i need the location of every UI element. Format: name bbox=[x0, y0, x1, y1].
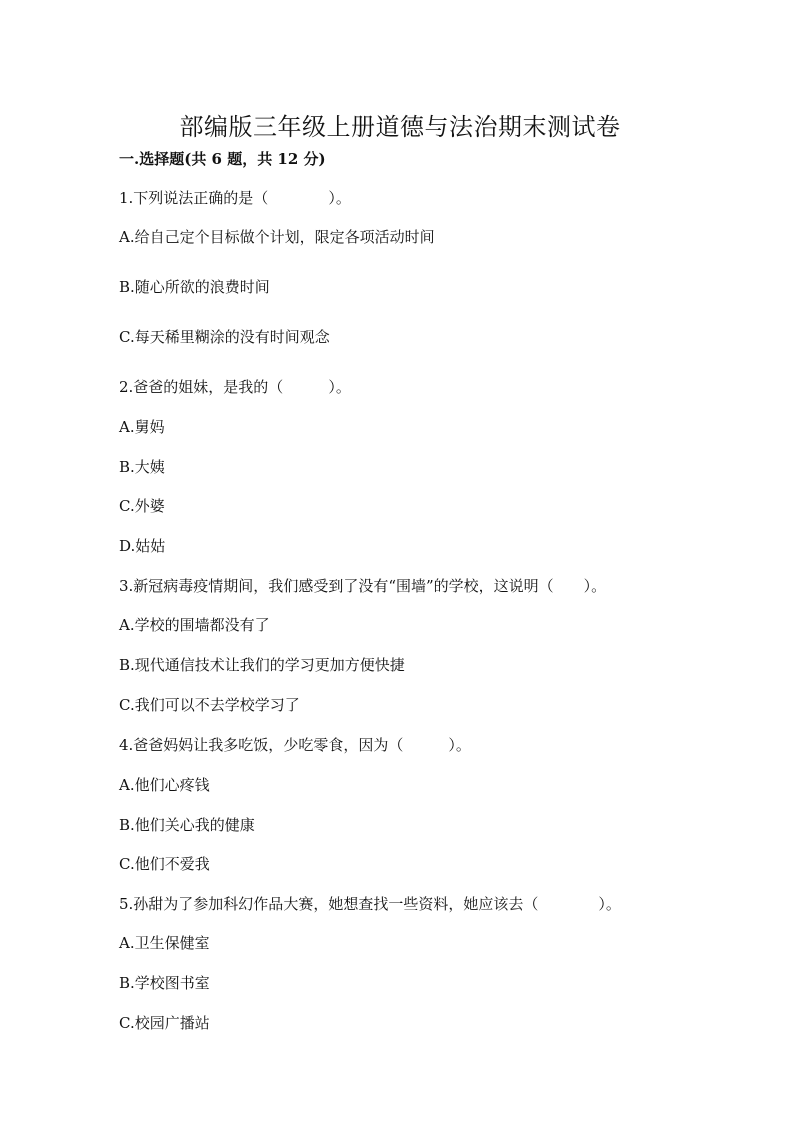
question-5-option-b: B.学校图书室 bbox=[119, 974, 210, 992]
question-3-option-a: A.学校的围墙都没有了 bbox=[119, 616, 270, 634]
question-2-option-d: D.姑姑 bbox=[119, 537, 166, 555]
question-1-option-a: A.给自己定个目标做个计划，限定各项活动时间 bbox=[119, 228, 435, 246]
question-4-option-a: A.他们心疼钱 bbox=[119, 776, 210, 794]
question-4-option-c: C.他们不爱我 bbox=[119, 855, 210, 873]
page-title: 部编版三年级上册道德与法治期末测试卷 bbox=[179, 113, 621, 142]
question-2-option-b: B.大姨 bbox=[119, 458, 165, 476]
question-1-option-c: C.每天稀里糊涂的没有时间观念 bbox=[119, 328, 330, 346]
question-stem-1: 1.下列说法正确的是（ ）。 bbox=[119, 189, 351, 207]
question-stem-4: 4.爸爸妈妈让我多吃饭，少吃零食，因为（ ）。 bbox=[119, 736, 471, 754]
section-heading: 一.选择题(共 6 题，共 12 分) bbox=[119, 150, 326, 168]
question-2-option-c: C.外婆 bbox=[119, 497, 165, 515]
question-3-option-b: B.现代通信技术让我们的学习更加方便快捷 bbox=[119, 656, 405, 674]
question-5-option-a: A.卫生保健室 bbox=[119, 934, 210, 952]
question-2-option-a: A.舅妈 bbox=[119, 418, 165, 436]
question-stem-5: 5.孙甜为了参加科幻作品大赛，她想查找一些资料，她应该去（ ）。 bbox=[119, 895, 621, 913]
question-1-option-b: B.随心所欲的浪费时间 bbox=[119, 278, 270, 296]
question-stem-3: 3.新冠病毒疫情期间，我们感受到了没有“围墙”的学校，这说明（ ）。 bbox=[119, 577, 607, 595]
question-stem-2: 2.爸爸的姐妹，是我的（ ）。 bbox=[119, 378, 351, 396]
question-5-option-c: C.校园广播站 bbox=[119, 1014, 210, 1032]
question-3-option-c: C.我们可以不去学校学习了 bbox=[119, 696, 300, 714]
question-4-option-b: B.他们关心我的健康 bbox=[119, 816, 255, 834]
